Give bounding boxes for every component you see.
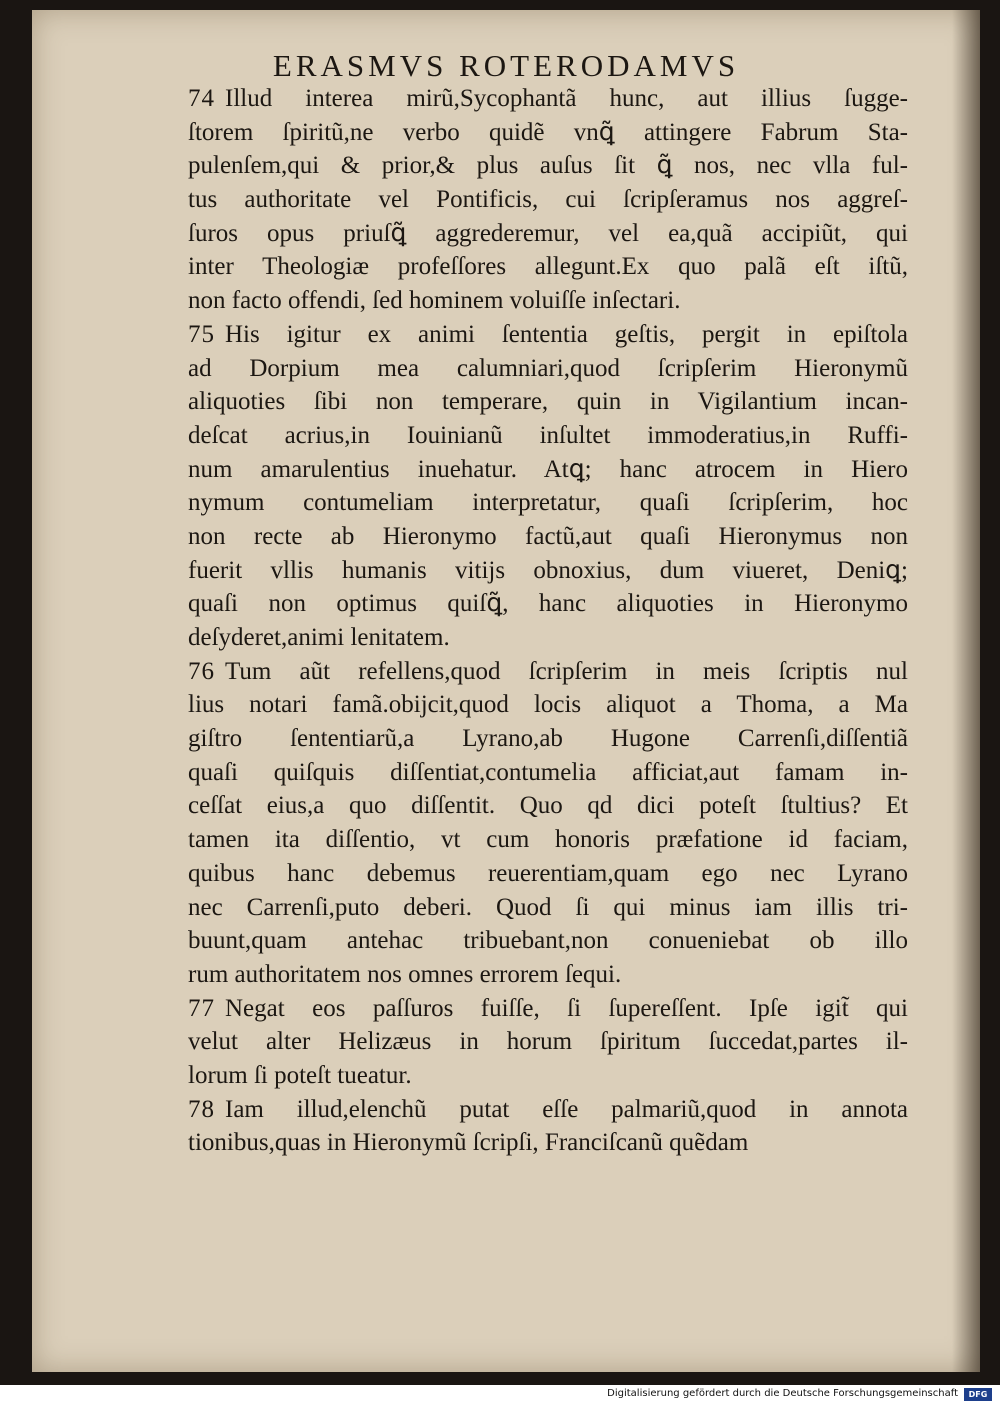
line-text: nymum contumeliam interpretatur, quaſi ſcripſerim, hoc: [188, 489, 908, 517]
paragraph-number: 76: [188, 657, 215, 685]
line-text: nec Carrenſi,puto deberi. Quod ſi qui minus iam illis tri-: [188, 893, 908, 921]
line-text: tamen ita diſſentio, vt cum honoris præfatione id faciam,: [188, 826, 908, 854]
line-text: Tum aũt refellens,quod ſcripſerim in meis ſcriptis nul: [225, 657, 908, 685]
text-line: [188, 621, 908, 655]
running-head: ERASMVS ROTERODAMVS: [272, 48, 740, 83]
text-line: [188, 183, 908, 217]
line-text: His igitur ex animi ſententia geſtis, pergit in epiſtola: [225, 320, 908, 348]
line-text: lius notari famã.obijcit,quod locis aliquot a Thoma, a Ma: [188, 691, 908, 719]
line-text: fuerit vllis humanis vitijs obnoxius, dum viueret, Deniꝗ;: [188, 556, 908, 584]
text-line: [188, 318, 908, 352]
line-text: non facto offendi, ſed hominem voluiſſe inſectari.: [188, 287, 681, 315]
line-text: pulenſem,qui & prior,& plus auſus ſit ꝗ̃ nos, nec vlla ful-: [188, 152, 908, 180]
text-line: [188, 756, 908, 790]
line-text: lorum ſi poteſt tueatur.: [188, 1061, 412, 1089]
paragraph-number: 77: [188, 994, 215, 1022]
text-line: [188, 82, 908, 116]
text-line: [188, 385, 908, 419]
text-line: [188, 486, 908, 520]
line-text: rum authoritatem nos omnes errorem ſequi.: [188, 960, 622, 988]
text-line: [188, 1059, 908, 1093]
text-line: [188, 250, 908, 284]
text-line: [188, 217, 908, 251]
text-line: [188, 284, 908, 318]
line-text: tus authoritate vel Pontificis, cui ſcripſeramus nos aggreſ-: [188, 186, 908, 214]
text-line: [188, 1126, 908, 1160]
text-line: [188, 1025, 908, 1059]
text-line: [188, 857, 908, 891]
text-line: [188, 655, 908, 689]
text-line: [188, 688, 908, 722]
text-line: [188, 419, 908, 453]
text-line: [188, 116, 908, 150]
line-text: buunt,quam antehac tribuebant,non conueniebat ob illo: [188, 927, 908, 955]
paragraph-number: 75: [188, 320, 215, 348]
line-text: ſtorem ſpiritũ,ne verbo quidẽ vnꝗ̃ attingere Fabrum Sta-: [188, 118, 908, 146]
text-line: [188, 789, 908, 823]
text-line: [188, 352, 908, 386]
line-text: velut alter Helizæus in horum ſpiritum ſuccedat,partes il-: [188, 1028, 908, 1056]
line-text: tionibus,quas in Hieronymũ ſcripſi, Franciſcanũ quẽdam: [188, 1129, 749, 1157]
line-text: ſuros opus priuſꝗ̃ aggrederemur, vel ea,quã accipiũt, qui: [188, 219, 908, 247]
line-text: deſyderet,animi lenitatem.: [188, 624, 450, 651]
text-line: [188, 722, 908, 756]
line-text: aliquoties ſibi non temperare, quin in Vigilantium incan-: [188, 388, 908, 416]
line-text: Negat eos paſſuros fuiſſe, ſi ſupereſſent. Ipſe igit̃ qui: [225, 994, 908, 1022]
text-line: [188, 924, 908, 958]
text-line: [188, 891, 908, 925]
line-text: quaſi non optimus quiſꝗ̃, hanc aliquoties in Hieronymo: [188, 590, 908, 618]
line-text: Iam illud,elenchũ putat eſſe palmariũ,quod in annota: [225, 1095, 908, 1123]
line-text: quibus hanc debemus reuerentiam,quam ego nec Lyrano: [188, 859, 908, 887]
line-text: num amarulentius inuehatur. Atꝗ; hanc atrocem in Hiero: [188, 455, 908, 483]
line-text: Illud interea mirũ,Sycophantã hunc, aut illius ſugge-: [225, 85, 908, 112]
line-text: giſtro ſententiarũ,a Lyrano,ab Hugone Carrenſi,diſſentiã: [188, 725, 908, 753]
line-text: ceſſat eius,a quo diſſentit. Quo qd dici poteſt ſtultius? Et: [188, 792, 908, 820]
text-line: [188, 554, 908, 588]
text-line: [188, 958, 908, 992]
paragraph-number: 78: [188, 1095, 215, 1123]
dfg-logo: DFG: [964, 1388, 992, 1401]
text-line: [188, 823, 908, 857]
line-text: quaſi quiſquis diſſentiat,contumelia afficiat,aut famam in-: [188, 758, 908, 786]
text-line: [188, 149, 908, 183]
text-line: [188, 520, 908, 554]
text-block: [188, 82, 908, 1160]
line-text: ad Dorpium mea calumniari,quod ſcripſerim Hieronymũ: [188, 354, 908, 382]
paragraph-number: 74: [188, 85, 215, 112]
text-line: [188, 992, 908, 1026]
page-spine-shadow: [952, 10, 980, 1372]
text-line: [188, 453, 908, 487]
text-line: [188, 1093, 908, 1127]
footer-credit: Digitalisierung gefördert durch die Deutsche Forschungsgemeinschaft: [607, 1388, 958, 1399]
line-text: deſcat acrius,in Iouinianũ inſultet immoderatius,in Ruffi-: [188, 421, 908, 449]
text-line: [188, 587, 908, 621]
line-text: non recte ab Hieronymo factũ,aut quaſi Hieronymus non: [188, 522, 908, 550]
line-text: inter Theologiæ profeſſores allegunt.Ex quo palã eſt iſtũ,: [188, 253, 908, 281]
